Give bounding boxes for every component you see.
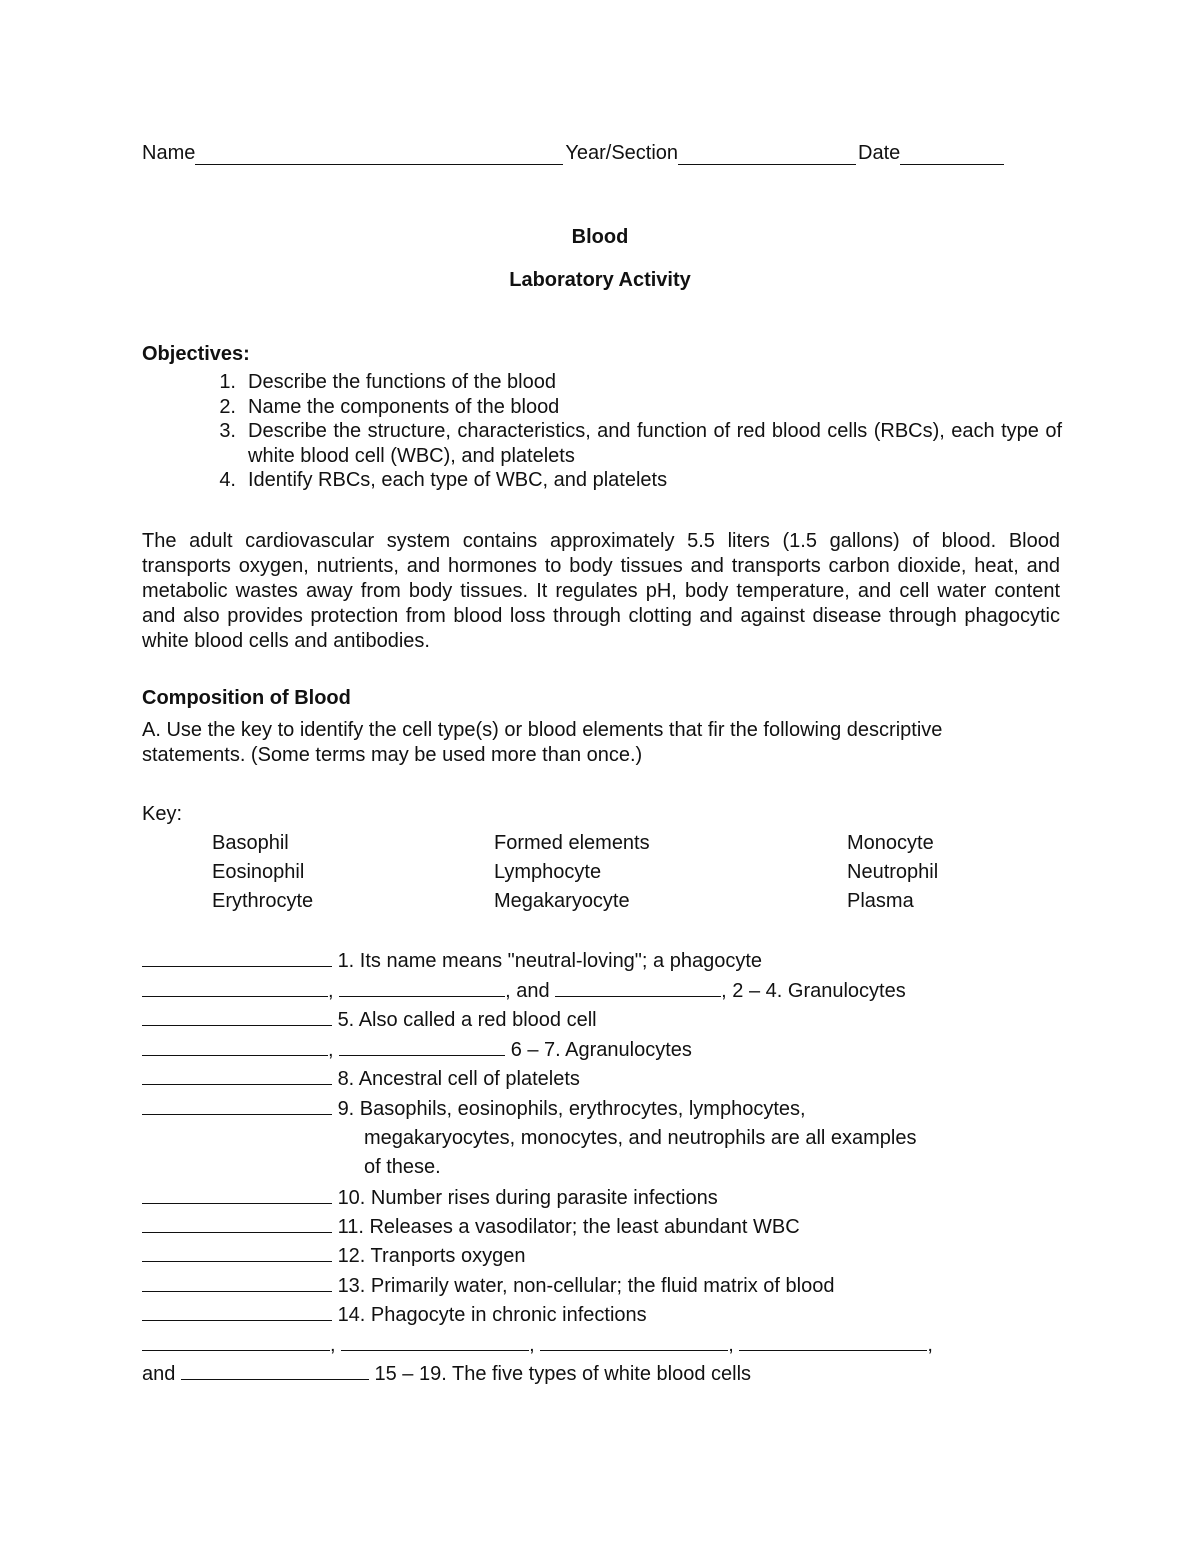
- question-text: 11. Releases a vasodilator; the least abundant WBC: [337, 1216, 800, 1238]
- answer-blank[interactable]: [739, 1332, 927, 1351]
- separator: ,: [927, 1334, 933, 1356]
- question-11: [142, 1214, 800, 1239]
- question-9-line-3: of these.: [364, 1156, 441, 1178]
- key-term: Neutrophil: [847, 861, 939, 883]
- question-14: [142, 1302, 647, 1327]
- objective-text: Describe the structure, characteristics, and function of red blood cells (RBCs), each type of white blood cell (WBC), and platelets: [248, 420, 1062, 467]
- question-9: [142, 1096, 806, 1121]
- composition-heading: Composition of Blood: [142, 687, 351, 709]
- key-column-1: [212, 829, 313, 916]
- name-blank[interactable]: [195, 146, 563, 165]
- page-subtitle: Laboratory Activity: [509, 269, 691, 291]
- question-1: [142, 948, 762, 973]
- name-label: Name: [142, 142, 196, 164]
- question-text: 15 – 19. The five types of white blood cells: [374, 1363, 752, 1385]
- page-title: Blood: [571, 226, 629, 248]
- key-term: Formed elements: [494, 832, 650, 854]
- answer-blank[interactable]: [142, 1243, 332, 1262]
- objective-text: Name the components of the blood: [248, 395, 560, 418]
- answer-blank[interactable]: [540, 1332, 728, 1351]
- question-text: 13. Primarily water, non-cellular; the fluid matrix of blood: [337, 1275, 835, 1297]
- answer-blank[interactable]: [142, 1096, 332, 1115]
- year-section-blank[interactable]: [678, 146, 856, 165]
- key-column-3: [847, 829, 938, 916]
- question-text: 9. Basophils, eosinophils, erythrocytes, lymphocytes,: [337, 1098, 806, 1120]
- separator: and: [142, 1363, 176, 1385]
- question-text: 1. Its name means "neutral-loving"; a phagocyte: [337, 950, 762, 972]
- answer-blank[interactable]: [341, 1332, 529, 1351]
- key-label: Key:: [142, 803, 183, 825]
- objective-item: [142, 370, 1062, 395]
- separator: ,: [328, 980, 334, 1002]
- question-5: [142, 1007, 597, 1032]
- question-10: [142, 1185, 718, 1210]
- objective-number: 3.: [219, 420, 236, 442]
- question-text: 8. Ancestral cell of platelets: [337, 1068, 580, 1090]
- answer-blank[interactable]: [142, 1007, 332, 1026]
- question-2-4: [142, 978, 906, 1003]
- answer-blank[interactable]: [142, 1332, 330, 1351]
- key-term: Lymphocyte: [494, 861, 602, 883]
- header-fields: [142, 142, 1006, 165]
- question-text: 10. Number rises during parasite infections: [337, 1187, 718, 1209]
- objective-item: [142, 468, 1062, 493]
- question-text: 5. Also called a red blood cell: [337, 1009, 597, 1031]
- answer-blank[interactable]: [142, 1066, 332, 1085]
- question-13: [142, 1273, 834, 1298]
- objectives-heading: Objectives:: [142, 343, 250, 365]
- key-term: Eosinophil: [212, 861, 305, 883]
- objective-item: [142, 395, 1062, 420]
- question-text: 12. Tranports oxygen: [337, 1245, 526, 1267]
- answer-blank[interactable]: [142, 1214, 332, 1233]
- separator: ,: [330, 1334, 336, 1356]
- year-section-label: Year/Section: [565, 142, 679, 164]
- question-9-line-2: megakaryocytes, monocytes, and neutrophils are all examples: [364, 1127, 917, 1149]
- key-term: Plasma: [847, 890, 914, 912]
- answer-blank[interactable]: [142, 1273, 332, 1292]
- question-text: 6 – 7. Agranulocytes: [510, 1039, 692, 1061]
- separator: ,: [728, 1334, 734, 1356]
- question-15-19-line-1: [142, 1332, 933, 1357]
- question-8: [142, 1066, 580, 1091]
- answer-blank[interactable]: [339, 1037, 505, 1056]
- objective-item: [142, 419, 1062, 468]
- composition-instruction: A. Use the key to identify the cell type(s) or blood elements that fir the following descriptive statements. (Some terms may be used more than once.): [142, 719, 943, 766]
- question-text: 14. Phagocyte in chronic infections: [337, 1304, 647, 1326]
- objective-number: 2.: [219, 395, 236, 418]
- question-text: , 2 – 4. Granulocytes: [721, 980, 906, 1002]
- answer-blank[interactable]: [142, 1037, 328, 1056]
- objective-number: 1.: [219, 371, 236, 393]
- question-15-19-line-2: [142, 1361, 751, 1386]
- date-blank[interactable]: [900, 146, 1004, 165]
- answer-blank[interactable]: [339, 978, 505, 997]
- separator: , and: [505, 980, 550, 1002]
- answer-blank[interactable]: [142, 1185, 332, 1204]
- key-term: Monocyte: [847, 832, 934, 854]
- answer-blank[interactable]: [142, 948, 332, 967]
- separator: ,: [328, 1039, 334, 1061]
- objective-number: 4.: [219, 469, 236, 491]
- separator: ,: [529, 1334, 535, 1356]
- intro-paragraph: The adult cardiovascular system contains approximately 5.5 liters (1.5 gallons) of blood. Blood transports oxygen, nutrients, and hormones to body tissues and transports carbon dioxide, heat, and metabolic wastes away from body tissues. It regulates pH, body temperature, and cell water content and also provides protection from blood loss through clotting and against disease through phagocytic white blood cells and antibodies.: [142, 530, 1060, 652]
- key-term: Basophil: [212, 832, 289, 854]
- key-column-2: [494, 829, 650, 916]
- date-label: Date: [858, 142, 901, 164]
- question-12: [142, 1243, 525, 1268]
- objective-text: Describe the functions of the blood: [248, 371, 556, 393]
- answer-blank[interactable]: [142, 978, 328, 997]
- answer-blank[interactable]: [142, 1302, 332, 1321]
- answer-blank[interactable]: [181, 1361, 369, 1380]
- objectives-list: [142, 370, 1062, 493]
- key-term: Megakaryocyte: [494, 890, 630, 912]
- objective-text: Identify RBCs, each type of WBC, and platelets: [248, 469, 668, 491]
- key-term: Erythrocyte: [212, 890, 314, 912]
- answer-blank[interactable]: [555, 978, 721, 997]
- question-6-7: [142, 1037, 692, 1062]
